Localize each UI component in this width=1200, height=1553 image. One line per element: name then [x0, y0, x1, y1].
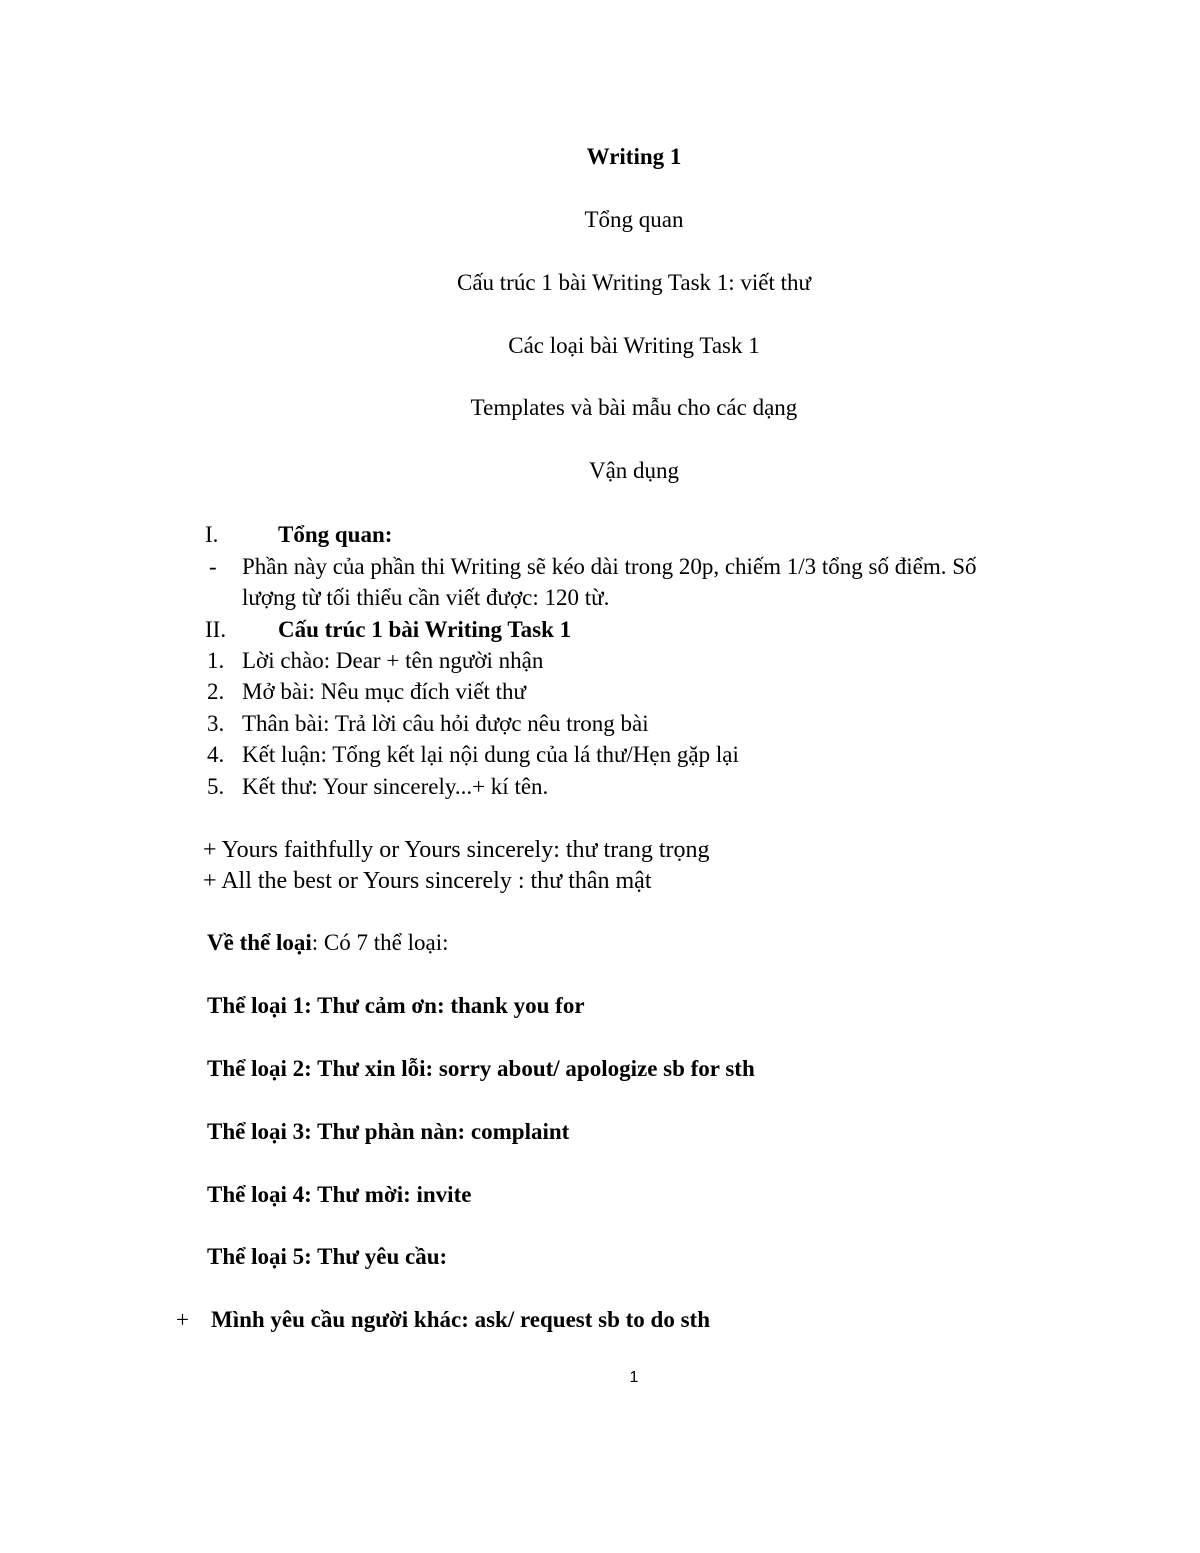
- closing-informal: + All the best or Yours sincerely : thư thân mật: [203, 868, 652, 894]
- section2-heading: Cấu trúc 1 bài Writing Task 1: [278, 617, 572, 642]
- types-intro: [207, 929, 448, 957]
- list-item: Kết thư: Your sincerely...+ kí tên.: [242, 774, 549, 799]
- section1-heading: Tổng quan:: [278, 522, 393, 547]
- section1-bullet-line2: lượng từ tối thiểu cần viết được: 120 từ.: [242, 585, 610, 610]
- list-item: Mở bài: Nêu mục đích viết thư: [242, 679, 526, 704]
- type-item-5: Thể loại 5: Thư yêu cầu:: [207, 1244, 448, 1269]
- closing-formal: + Yours faithfully or Yours sincerely: thư trang trọng: [203, 837, 710, 863]
- section2-marker: II.: [205, 617, 227, 642]
- sub-bullet-marker: +: [176, 1307, 189, 1332]
- list-item-number: 1.: [207, 648, 225, 673]
- toc-item-practice: Vận dụng: [588, 458, 680, 483]
- type-item-3: Thể loại 3: Thư phàn nàn: complaint: [207, 1119, 570, 1144]
- toc-item-templates: Templates và bài mẫu cho các dạng: [470, 395, 798, 420]
- list-item-number: 5.: [207, 774, 225, 799]
- list-item-number: 2.: [207, 679, 225, 704]
- list-item: Lời chào: Dear + tên người nhận: [242, 648, 544, 673]
- list-item-number: 3.: [207, 711, 225, 736]
- type-item-4: Thể loại 4: Thư mời: invite: [207, 1182, 472, 1207]
- types-intro-label: Về thể loại: [207, 930, 312, 955]
- types-intro-rest: : Có 7 thể loại:: [311, 930, 449, 955]
- document-title: Writing 1: [586, 144, 682, 169]
- type-item-1: Thể loại 1: Thư cảm ơn: thank you for: [207, 993, 585, 1018]
- toc-item-overview: Tổng quan: [584, 207, 684, 232]
- toc-item-structure: Cấu trúc 1 bài Writing Task 1: viết thư: [456, 270, 812, 295]
- list-item: Kết luận: Tổng kết lại nội dung của lá thư/Hẹn gặp lại: [242, 742, 739, 767]
- sub-bullet-text: Mình yêu cầu người khác: ask/ request sb to do sth: [211, 1307, 710, 1332]
- section1-marker: I.: [205, 522, 219, 547]
- list-item-number: 4.: [207, 742, 225, 767]
- section1-bullet-marker: -: [209, 554, 217, 579]
- section1-bullet-line1: Phần này của phần thi Writing sẽ kéo dài trong 20p, chiếm 1/3 tổng số điểm. Số: [242, 554, 977, 579]
- type-item-2: Thể loại 2: Thư xin lỗi: sorry about/ apologize sb for sth: [207, 1056, 755, 1081]
- page-number: 1: [629, 1369, 639, 1386]
- list-item: Thân bài: Trả lời câu hỏi được nêu trong bài: [242, 711, 649, 736]
- toc-item-types: Các loại bài Writing Task 1: [508, 333, 760, 358]
